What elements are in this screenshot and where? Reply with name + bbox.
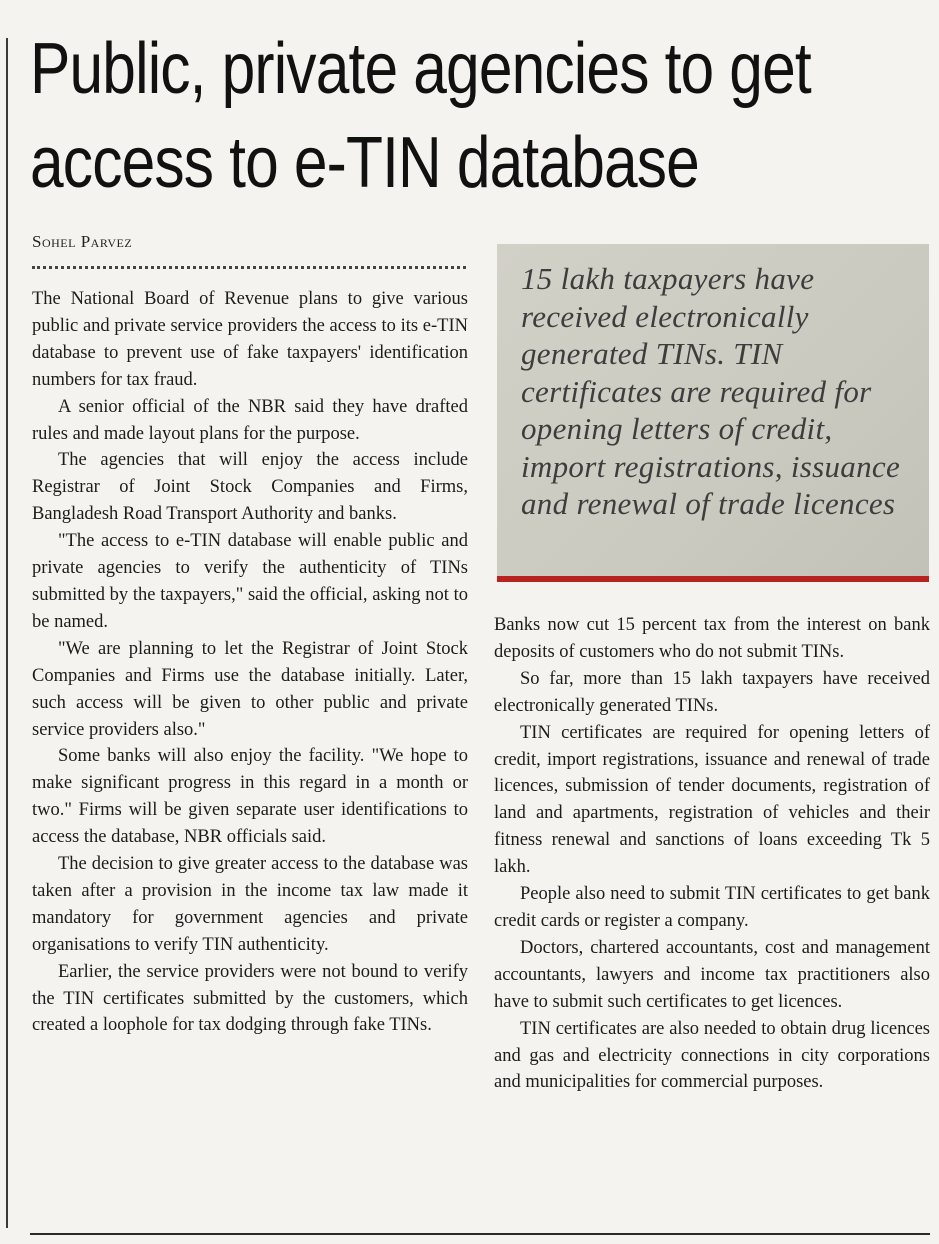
paragraph: Some banks will also enjoy the facility. "We hope to make significant progress in this regard in a month or two." Firms will be given separate user identifications to access the database, NBR officials said. [32,746,468,848]
pull-quote-box [497,244,929,582]
paragraph: "The access to e-TIN database will enable public and private agencies to verify the authenticity of TINs submitted by the taxpayers," said the official, asking not to be named. [32,531,468,632]
paragraph: A senior official of the NBR said they have drafted rules and made layout plans for the purpose. [32,396,468,444]
paragraph: The National Board of Revenue plans to give various public and private service providers the access to its e-TIN database to prevent use of fake taxpayers' identification numbers for tax fraud. [32,289,468,390]
headline [30,22,811,210]
bottom-rule [30,1233,930,1235]
paragraph: Doctors, chartered accountants, cost and management accountants, lawyers and income tax practitioners also have to submit such certificates to get licences. [494,937,930,1012]
headline-line-2: access to e-TIN database [30,123,699,203]
column-rule-left [6,38,8,1228]
byline: Sohel Parvez [32,232,133,251]
article-column-left [32,286,468,1039]
byline-dotted-rule [32,266,466,269]
paragraph: TIN certificates are required for opening letters of credit, import registrations, issuance and renewal of trade licences, submission of tender documents, registration of land and apartments, registration of vehicles and their fitness renewal and sanctions of loans exceeding Tk 5 lakh. [494,722,930,878]
paragraph: The agencies that will enjoy the access include Registrar of Joint Stock Companies and Firms, Bangladesh Road Transport Authority and banks. [32,450,468,525]
headline-line-1: Public, private agencies to get [30,29,811,109]
paragraph: Earlier, the service providers were not bound to verify the TIN certificates submitted by the customers, which created a loophole for tax dodging through fake TINs. [32,961,468,1036]
paragraph: People also need to submit TIN certificates to get bank credit cards or register a company. [494,884,930,931]
paragraph: The decision to give greater access to the database was taken after a provision in the income tax law made it mandatory for government agencies and private organisations to verify TIN authenticity. [32,854,468,955]
pull-quote-text: 15 lakh taxpayers have received electronically generated TINs. TIN certificates are required for opening letters of credit, import registrations, issuance and renewal of trade licences [521,261,901,521]
paragraph: So far, more than 15 lakh taxpayers have received electronically generated TINs. [494,668,930,716]
paragraph: TIN certificates are also needed to obtain drug licences and gas and electricity connections in city corporations and municipalities for commercial purposes. [494,1018,930,1093]
paragraph: Banks now cut 15 percent tax from the interest on bank deposits of customers who do not submit TINs. [494,615,930,662]
paragraph: "We are planning to let the Registrar of Joint Stock Companies and Firms use the database initially. Later, such access will be given to other public and private service providers also." [32,638,468,740]
article-column-right [494,612,930,1096]
